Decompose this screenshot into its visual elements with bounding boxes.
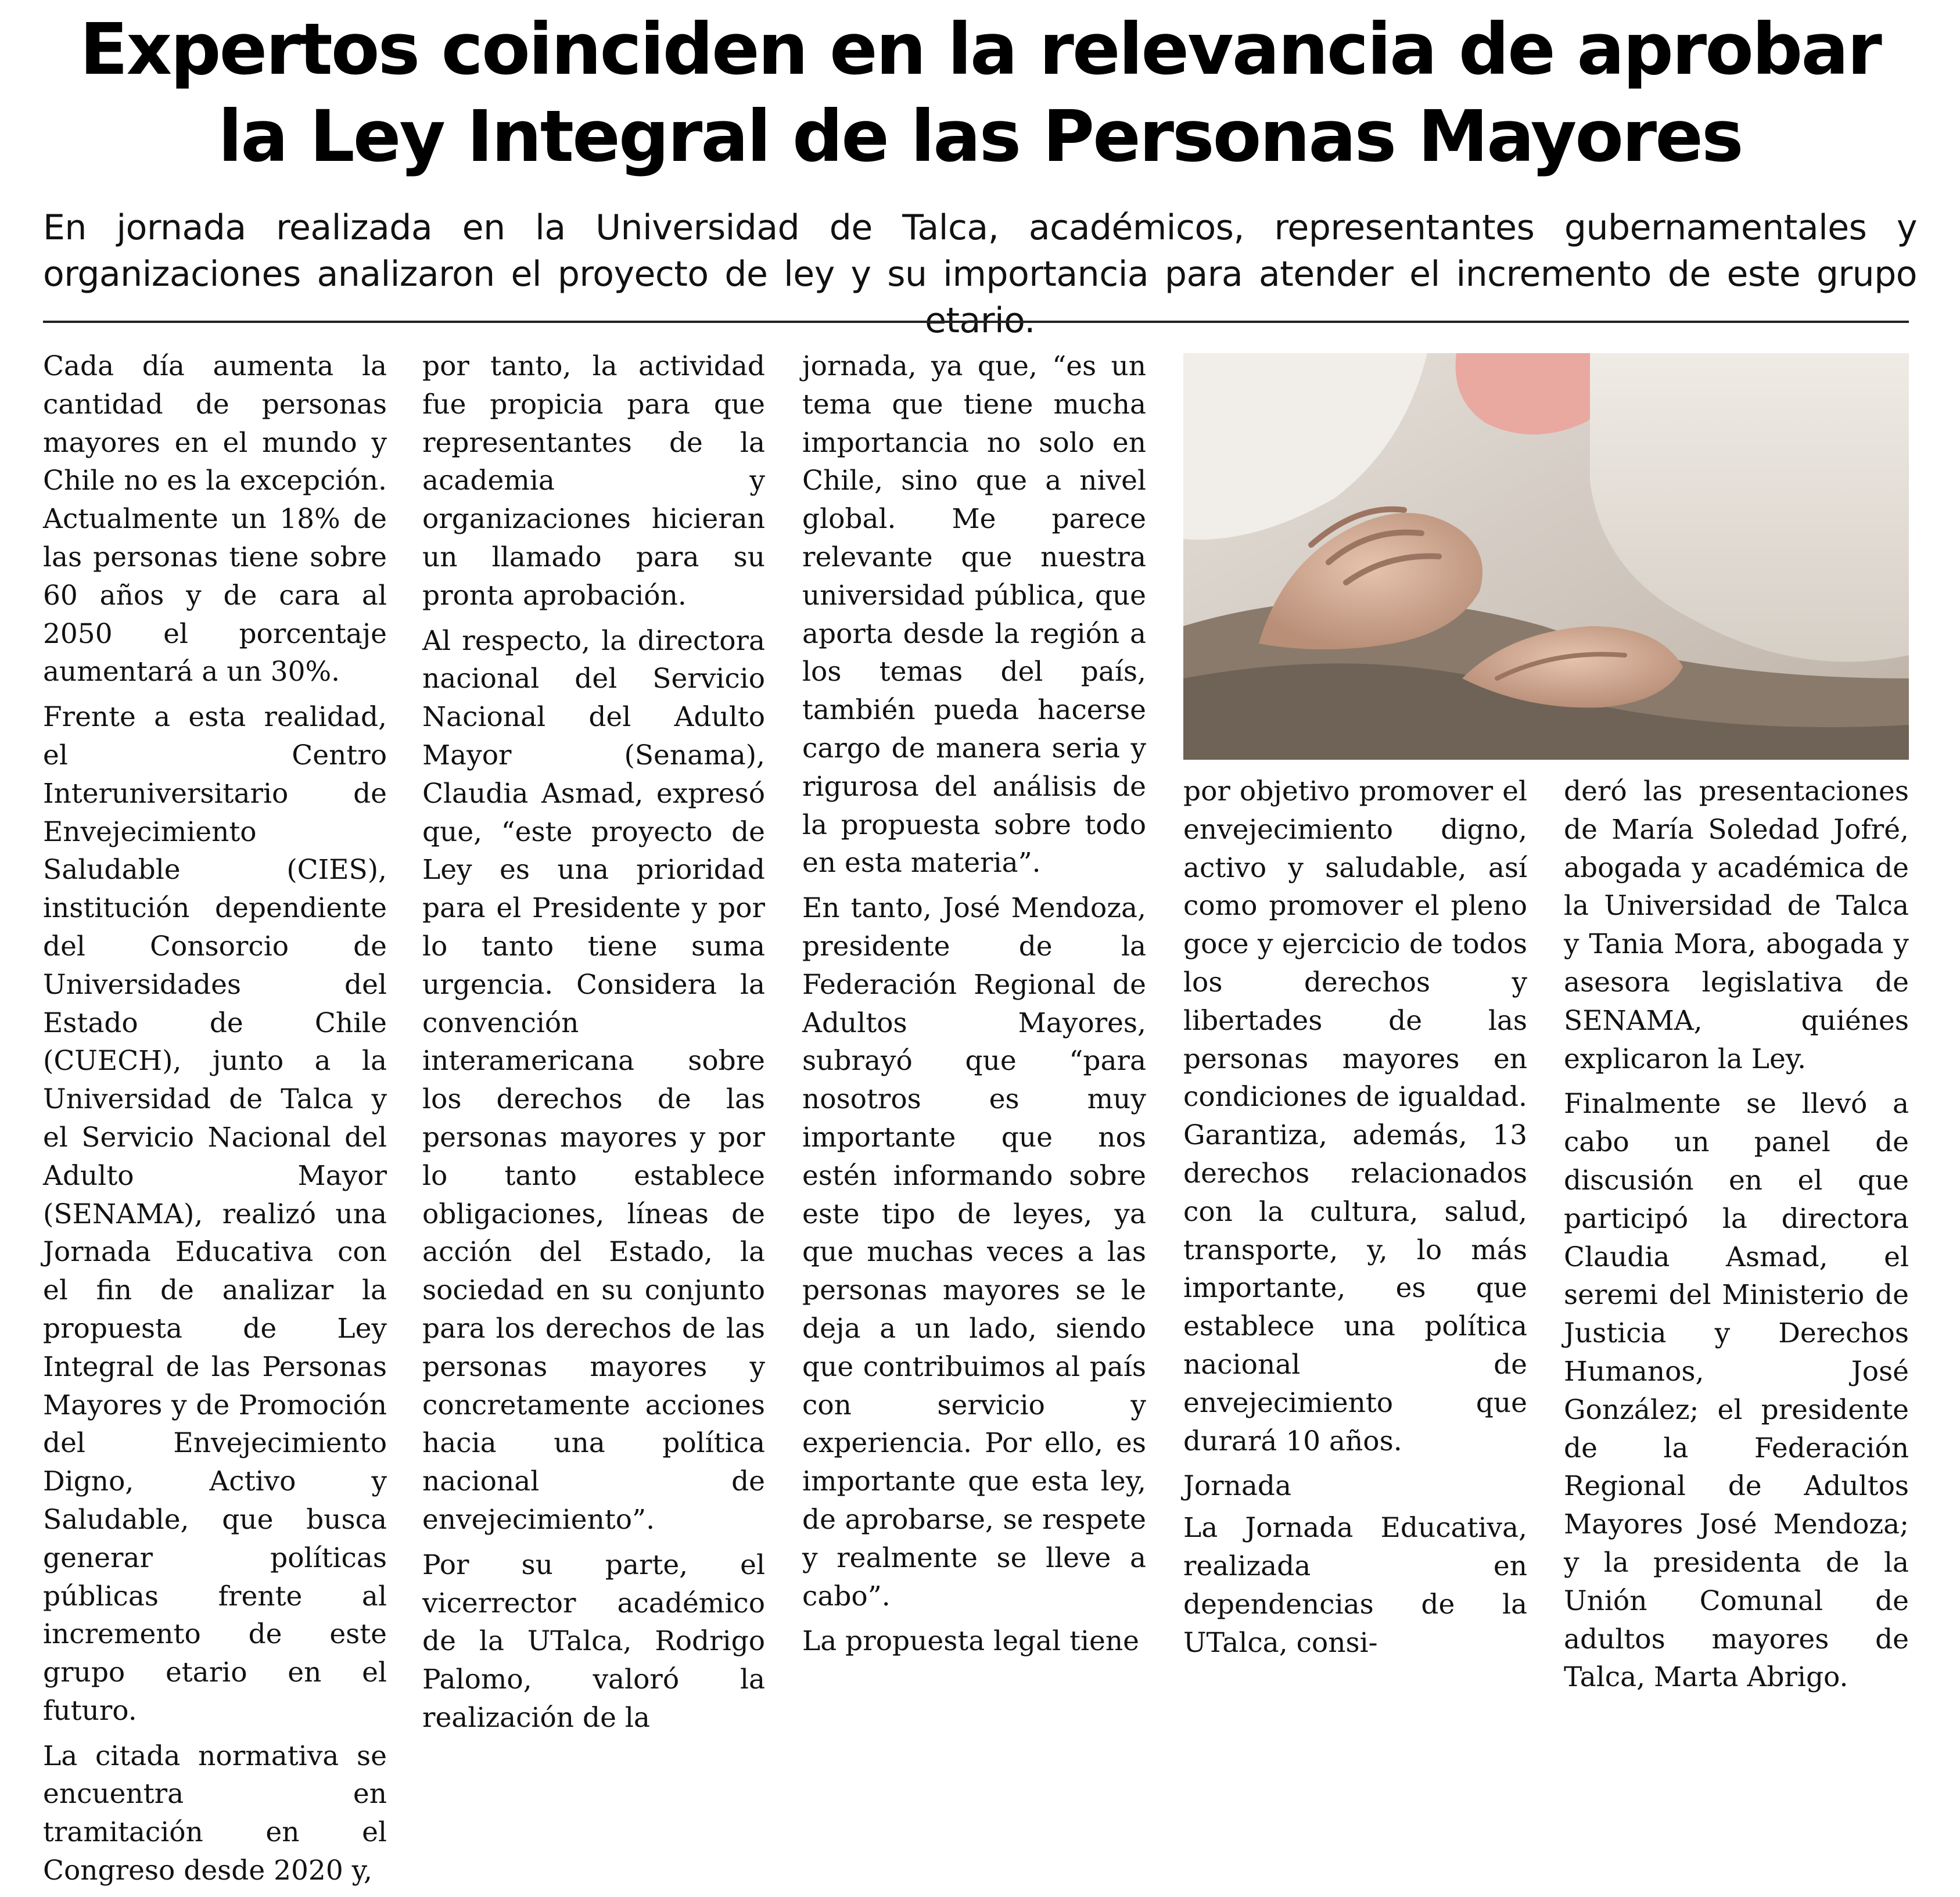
column-5 [1564,773,1909,1704]
paragraph: por objetivo promover el envejecimiento digno, activo y saludable, así como promover el pleno goce y ejercicio de todos los derechos y libertades de las personas mayores en condiciones de igualdad. Garantiza, además, 13 derechos relacionados con la cultura, salud, transporte, y, lo más importante, es que establece una política nacional de envejecimiento que durará 10 años. [1183,775,1527,1457]
column-4 [1183,773,1527,1669]
column-3 [802,347,1146,1668]
paragraph: En tanto, José Mendoza, presidente de la Federación Regional de Adultos Mayores, subrayó que “para nosotros es muy importante que nos estén informando sobre este tipo de leyes, ya que muchas veces a las personas mayores se le deja a un lado, siendo que contribuimos al país con servicio y experiencia. Por ello, es importante que esta ley, de aprobarse, se respete y realmente se lleve a cabo”. [802,892,1146,1612]
paragraph: La citada normativa se encuentra en tramitación en el Congreso desde 2020 y, [43,1740,387,1887]
headline: Expertos coinciden en la relevancia de aprobar la Ley Integral de las Personas Mayores [80,8,1880,178]
paragraph: La propuesta legal tiene [802,1625,1139,1658]
paragraph: La Jornada Educativa, realizada en dependencias de la UTalca, consi- [1183,1512,1527,1659]
column-2 [422,347,765,1744]
deck: En jornada realizada en la Universidad de Talca, académicos, representantes gubernamentales y organizaciones analizaron el proyecto de ley y su importancia para atender el incremento de este grupo etario. [43,207,1917,341]
paragraph: Cada día aumenta la cantidad de personas mayores en el mundo y Chile no es la excepción. Actualmente un 18% de las personas tiene sobre 60 años y de cara al 2050 el porcentaje aumentará a un 30%. [43,350,387,688]
paragraph: jornada, ya que, “es un tema que tiene mucha importancia no solo en Chile, sino que a nivel global. Me parece relevante que nuestra universidad pública, que aporta desde la región a los temas del país, también pueda hacerse cargo de manera seria y rigurosa del análisis de la propuesta sobre todo en esta materia”. [802,350,1146,879]
paragraph: Finalmente se llevó a cabo un panel de discusión en el que participó la directora Claudia Asmad, el seremi del Ministerio de Justicia y Derechos Humanos, José González; el presidente de la Federación Regional de Adultos Mayores José Mendoza; y la presidenta de la Unión Comunal de adultos mayores de Talca, Marta Abrigo. [1564,1088,1909,1694]
paragraph: Al respecto, la directora nacional del Servicio Nacional del Adulto Mayor (Senama), Claudia Asmad, expresó que, “este proyecto de Ley es una prioridad para el Presidente y por lo tanto tiene suma urgencia. Considera la convención interamericana sobre los derechos de las personas mayores y por lo tanto establece obligaciones, líneas de acción del Estado, la sociedad en su conjunto para los derechos de las personas mayores y concretamente acciones hacia una política nacional de envejecimiento”. [422,624,765,1536]
paragraph: Por su parte, el vicerrector académico de la UTalca, Rodrigo Palomo, valoró la realización de la [422,1549,765,1734]
photo-illustration [1183,353,1909,760]
paragraph: Frente a esta realidad, el Centro Interuniversitario de Envejecimiento Saludable (CIES), institución dependiente del Consorcio de Universidades del Estado de Chile (CUECH), junto a la Universidad de Talca y el Servicio Nacional del Adulto Mayor (SENAMA), realizó una Jornada Educativa con el fin de analizar la propuesta de Ley Integral de las Personas Mayores y de Promoción del Envejecimiento Digno, Activo y Saludable, que busca generar políticas públicas frente al incremento de este grupo etario en el futuro. [43,701,387,1727]
divider-rule [43,321,1909,323]
paragraph: por tanto, la actividad fue propicia para que representantes de la academia y organizaciones hicieran un llamado para su pronta aprobación. [422,350,765,612]
section-subhead: Jornada [1183,1470,1292,1503]
elderly-hands-photo [1183,353,1909,760]
column-1 [43,347,387,1897]
paragraph: deró las presentaciones de María Soledad Jofré, abogada y académica de la Universidad de Talca y Tania Mora, abogada y asesora legislativa de SENAMA, quiénes explicaron la Ley. [1564,775,1909,1075]
